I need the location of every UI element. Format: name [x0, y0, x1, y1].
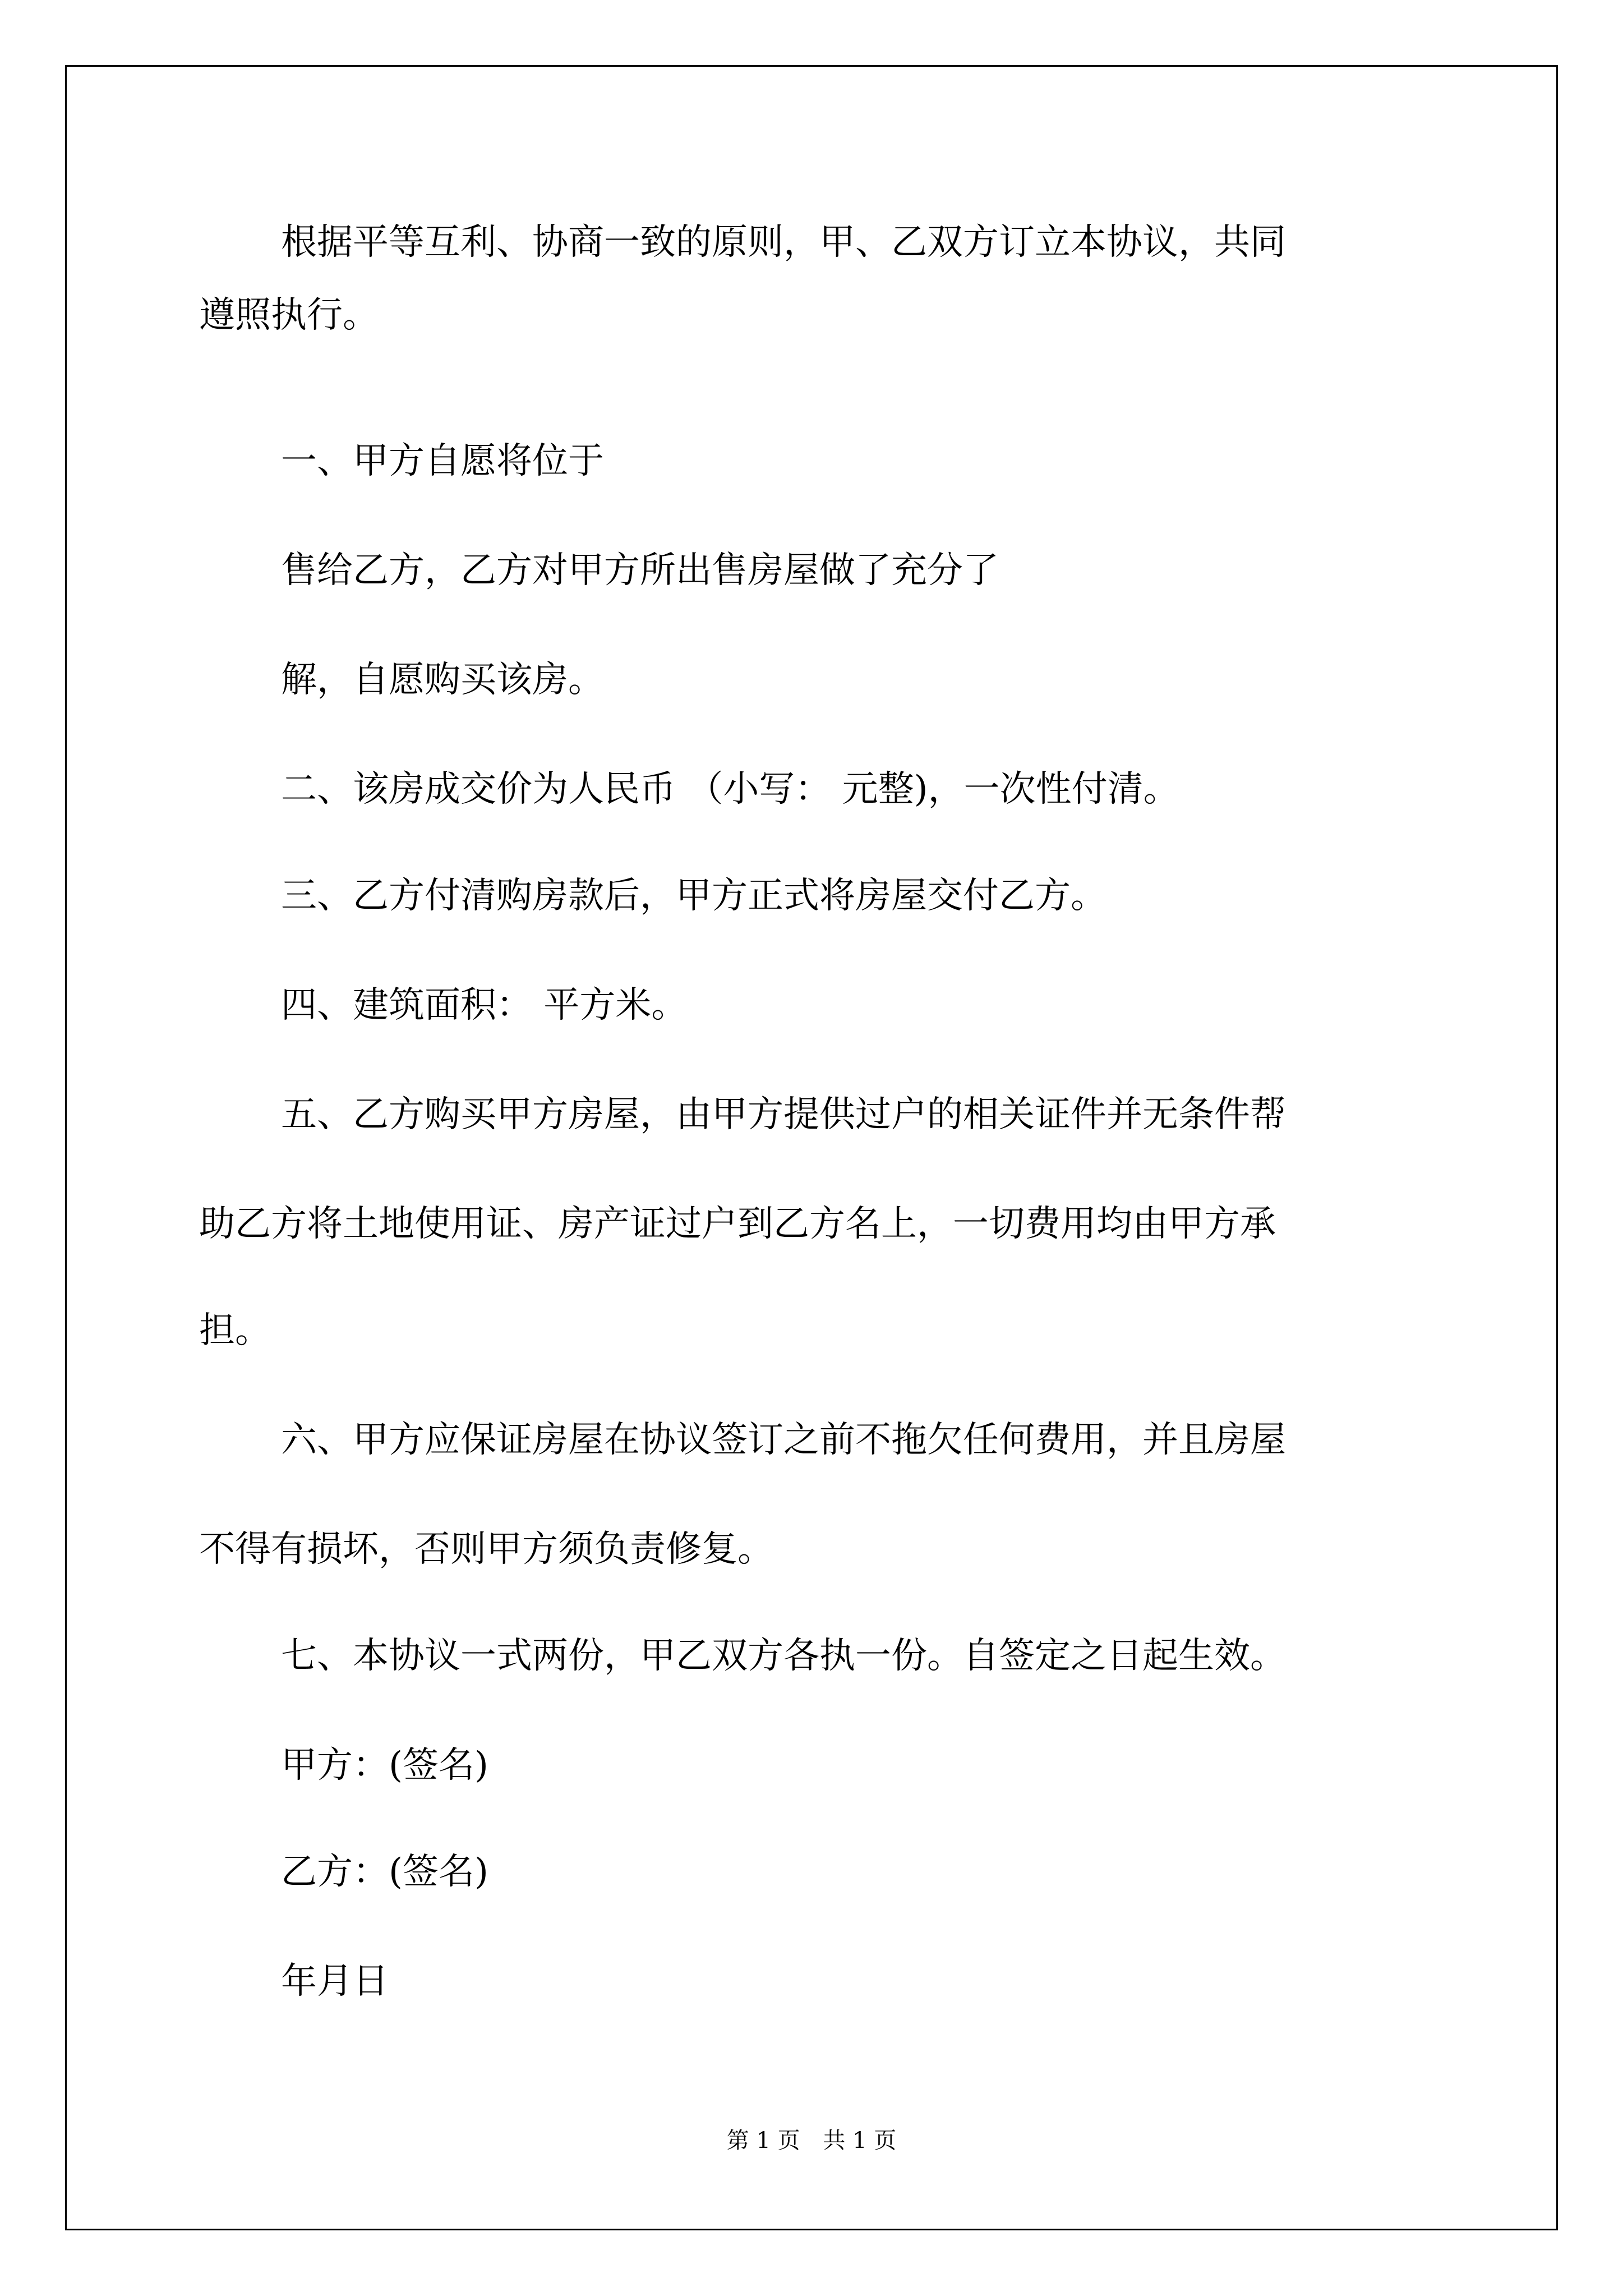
clause-1-cont2: 解，自愿购买该房。: [281, 659, 604, 701]
paragraph-intro-line1: 根据平等互利、协商一致的原则，甲、乙双方订立本协议，共同: [281, 222, 1286, 263]
clause-5-line3: 担。: [199, 1310, 271, 1351]
party-a-signature: 甲方：(签名): [281, 1745, 488, 1786]
page-number-total: 共 1 页: [823, 2128, 897, 2154]
clause-4: 四、建筑面积： 平方米。: [281, 984, 688, 1026]
clause-1: 一、甲方自愿将位于: [281, 440, 604, 482]
page-number-current: 第 1 页: [726, 2128, 800, 2154]
clause-1-cont: 售给乙方，乙方对甲方所出售房屋做了充分了: [281, 550, 999, 591]
clause-6-line1: 六、甲方应保证房屋在协议签订之前不拖欠任何费用，并且房屋: [281, 1419, 1286, 1461]
clause-5-line1: 五、乙方购买甲方房屋，由甲方提供过户的相关证件并无条件帮: [281, 1094, 1286, 1135]
page-footer: [0, 2123, 1623, 2155]
clause-3: 三、乙方付清购房款后，甲方正式将房屋交付乙方。: [281, 875, 1106, 917]
paragraph-intro-line2: 遵照执行。: [199, 295, 379, 336]
page-border: [65, 65, 1558, 2230]
party-b-signature: 乙方：(签名): [281, 1851, 488, 1893]
clause-2: 二、该房成交价为人民币 （小写： 元整)，一次性付清。: [281, 769, 1179, 810]
clause-5-line2: 助乙方将土地使用证、房产证过户到乙方名上，一切费用均由甲方承: [199, 1203, 1276, 1245]
clause-7: 七、本协议一式两份，甲乙双方各执一份。自签定之日起生效。: [281, 1635, 1286, 1677]
signature-date: 年月日: [281, 1961, 389, 2002]
clause-6-line2: 不得有损坏，否则甲方须负责修复。: [199, 1529, 773, 1570]
